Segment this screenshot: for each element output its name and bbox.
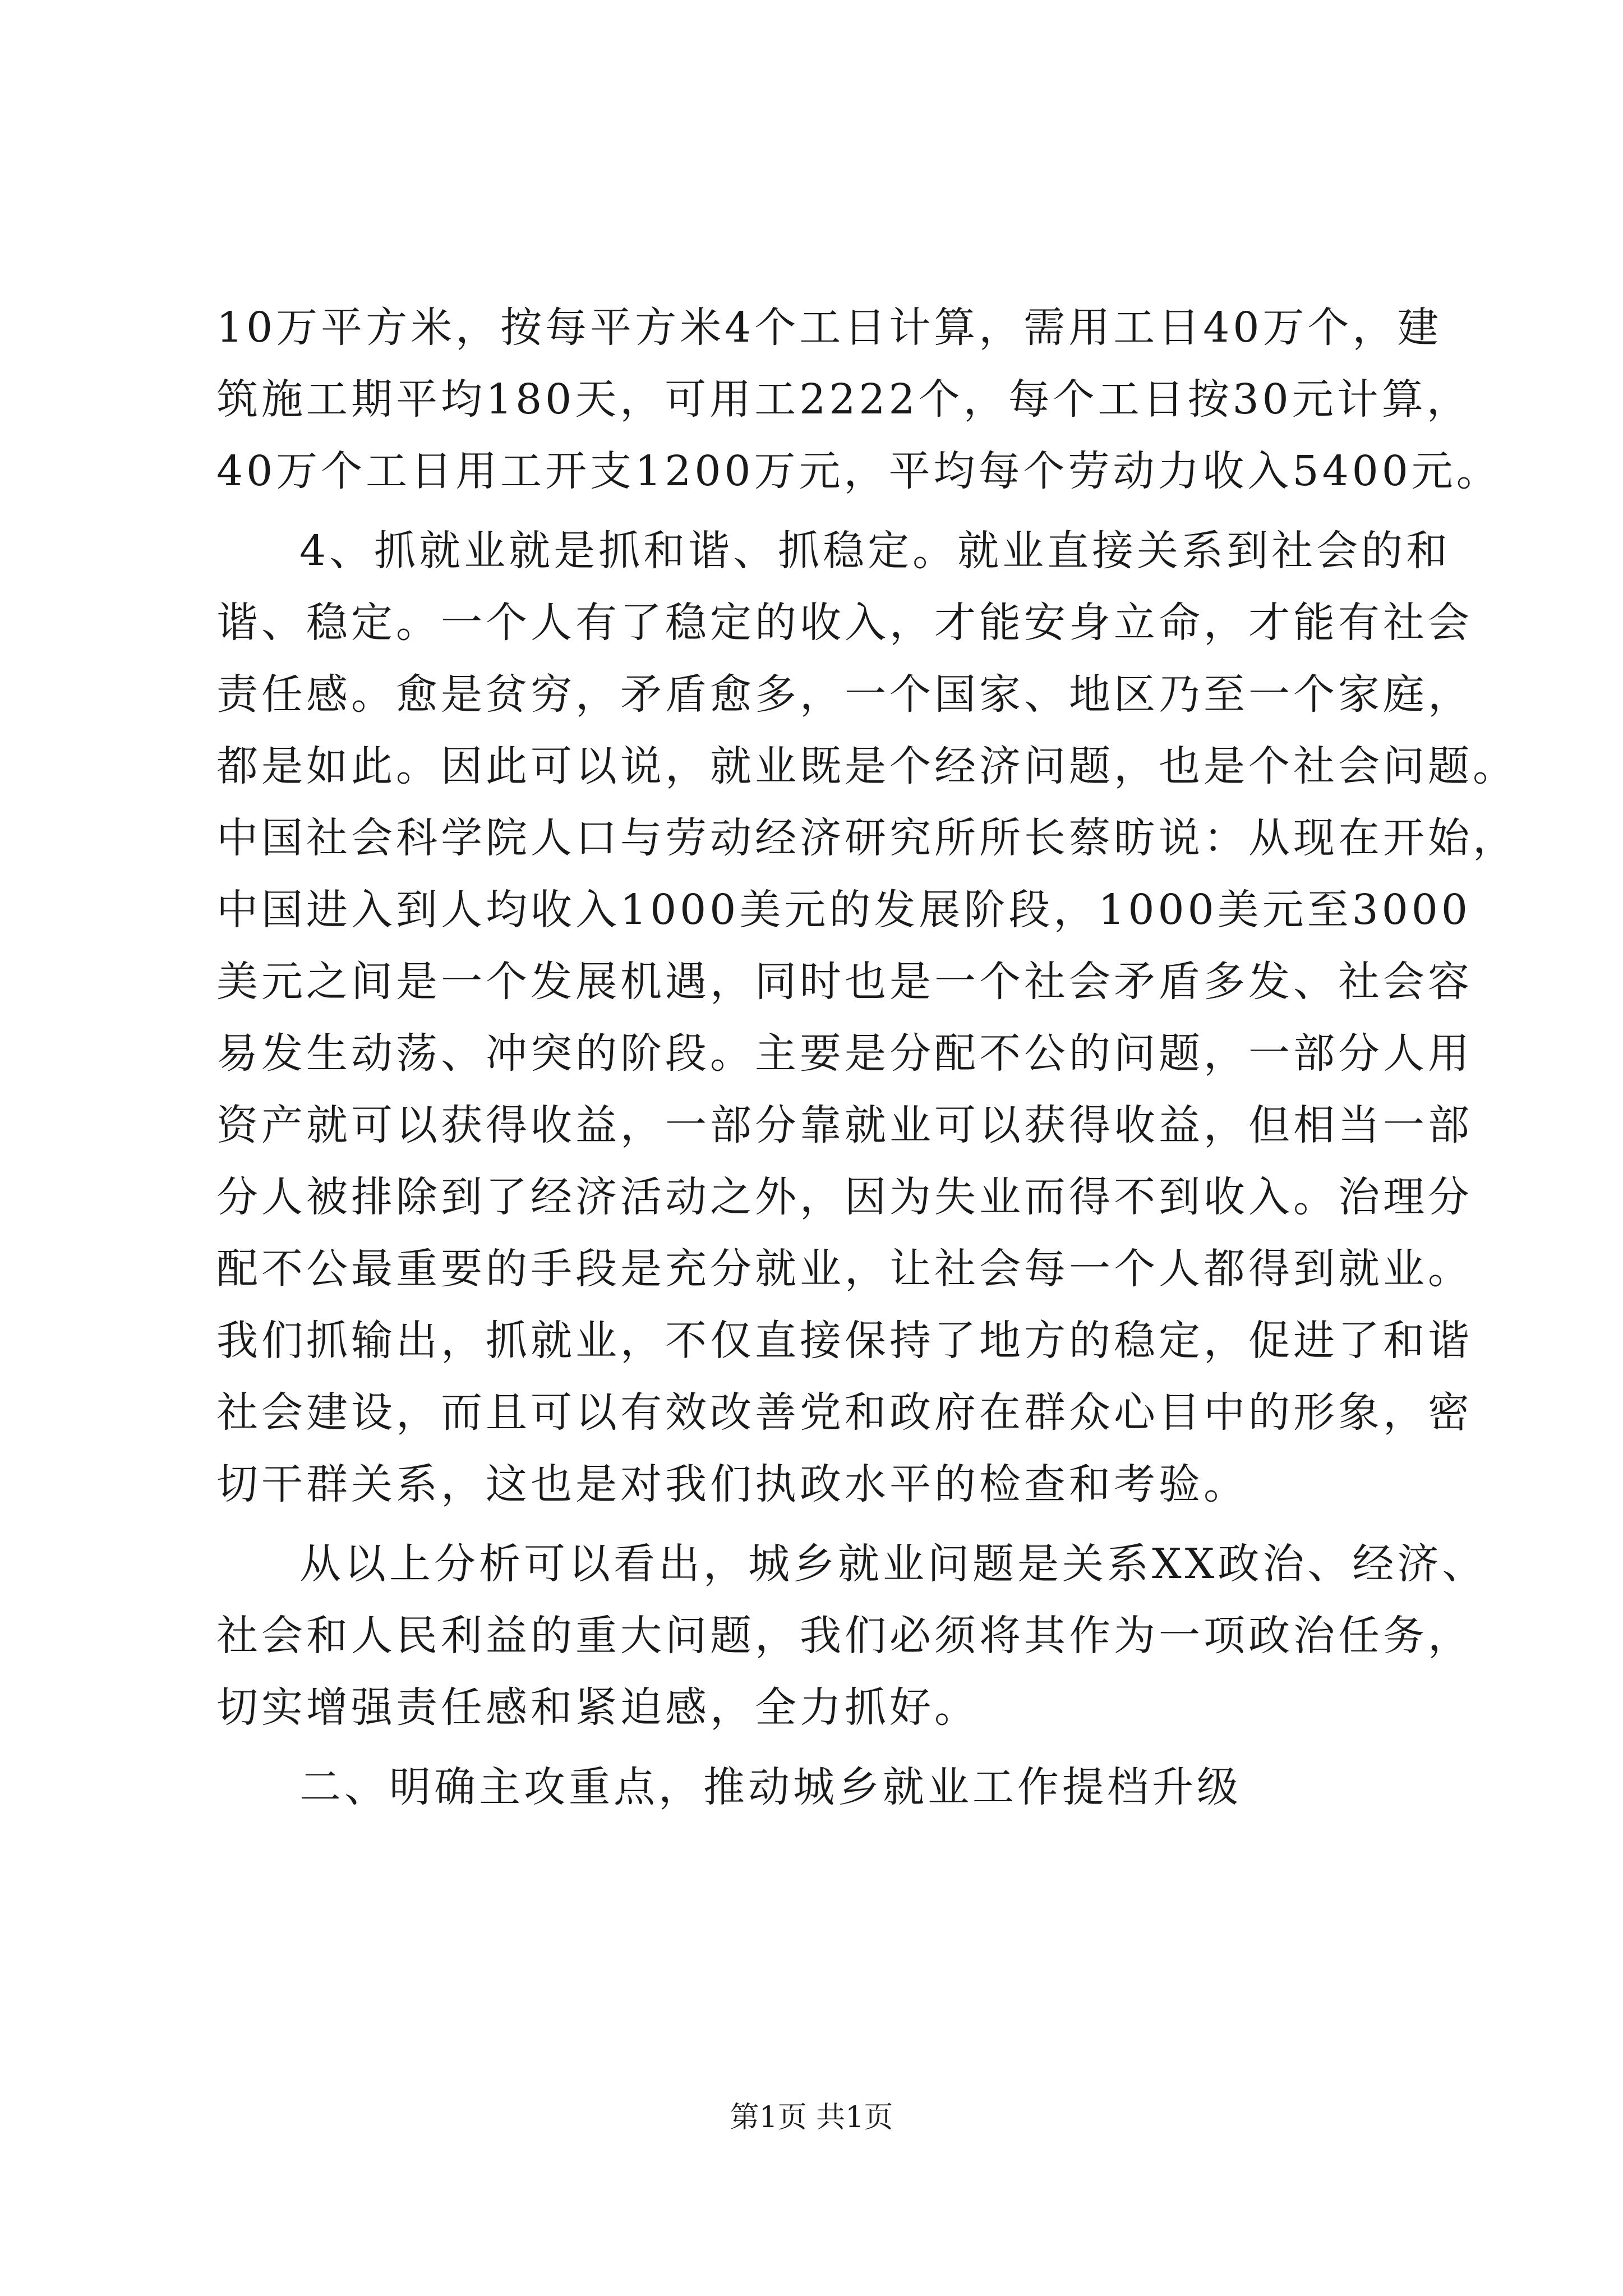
- text-line-10: 美元之间是一个发展机遇，同时也是一个社会矛盾多发、社会容: [216, 958, 1473, 1006]
- text-line-3: 40万个工日用工开支1200万元，平均每个劳动力收入5400元。: [216, 447, 1501, 495]
- section-heading: 二、明确主攻重点，推动城乡就业工作提档升级: [299, 1763, 1242, 1811]
- text-line-13: 分人被排除到了经济活动之外，因为失业而得不到收入。治理分: [216, 1173, 1473, 1221]
- text-line-9: 中国进入到人均收入1000美元的发展阶段，1000美元至3000: [216, 886, 1471, 934]
- text-line-7: 都是如此。因此可以说，就业既是个经济问题，也是个社会问题。: [216, 742, 1518, 790]
- page-footer: 第1页 共1页: [730, 2101, 893, 2134]
- text-line-12: 资产就可以获得收益，一部分靠就业可以获得收益，但相当一部: [216, 1101, 1473, 1149]
- text-line-11: 易发生动荡、冲突的阶段。主要是分配不公的问题，一部分人用: [216, 1029, 1473, 1078]
- text-line-15: 我们抓输出，抓就业，不仅直接保持了地方的稳定，促进了和谐: [216, 1317, 1473, 1365]
- text-line-2: 筑施工期平均180天，可用工2222个，每个工日按30元计算，: [216, 375, 1472, 424]
- text-line-1: 10万平方米，按每平方米4个工日计算，需用工日40万个，建: [216, 303, 1442, 352]
- text-line-14: 配不公最重要的手段是充分就业，让社会每一个人都得到就业。: [216, 1245, 1473, 1293]
- text-line-17: 切干群关系，这也是对我们执政水平的检查和考验。: [216, 1460, 1248, 1508]
- text-line-5: 谐、稳定。一个人有了稳定的收入，才能安身立命，才能有社会: [216, 599, 1473, 647]
- text-line-18: 从以上分析可以看出，城乡就业问题是关系XX政治、经济、: [299, 1540, 1487, 1588]
- text-line-16: 社会建设，而且可以有效改善党和政府在群众心目中的形象，密: [216, 1388, 1473, 1437]
- text-line-8: 中国社会科学院人口与劳动经济研究所所长蔡昉说：从现在开始，: [216, 814, 1518, 862]
- text-line-19: 社会和人民利益的重大问题，我们必须将其作为一项政治任务，: [216, 1612, 1473, 1660]
- text-line-6: 责任感。愈是贫穷，矛盾愈多，一个国家、地区乃至一个家庭，: [216, 670, 1473, 719]
- text-line-20: 切实增强责任感和紧迫感，全力抓好。: [216, 1683, 979, 1732]
- text-line-4: 4、抓就业就是抓和谐、抓稳定。就业直接关系到社会的和: [299, 527, 1451, 575]
